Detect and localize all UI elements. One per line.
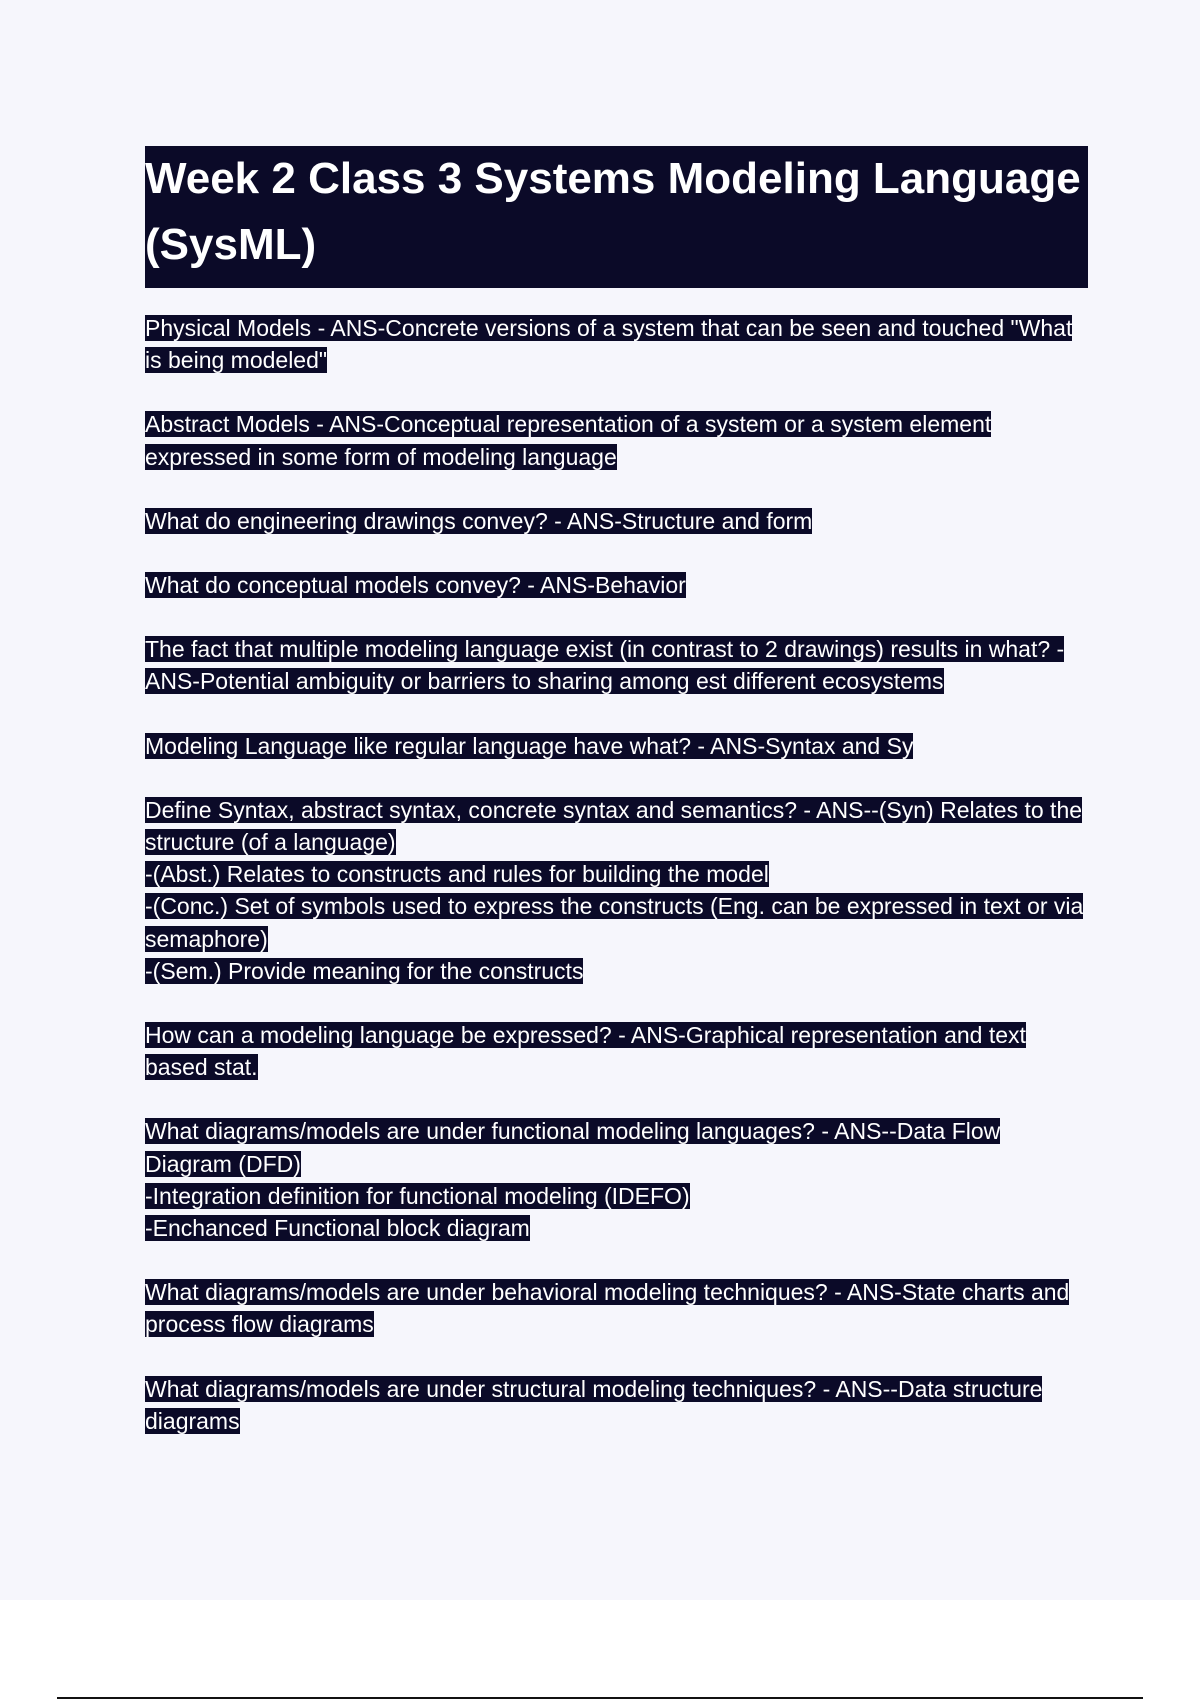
qa-list [145, 312, 1088, 1437]
qa-item [145, 1373, 1088, 1437]
qa-item [145, 505, 1088, 537]
qa-text: Modeling Language like regular language have what? - ANS-Syntax and Sy [145, 732, 914, 759]
qa-text: What diagrams/models are under behavioral modeling techniques? - ANS-State charts and process flow diagrams [145, 1279, 1070, 1338]
qa-text: What diagrams/models are under structural modeling techniques? - ANS--Data structure diagrams [145, 1375, 1043, 1434]
qa-text: Define Syntax, abstract syntax, concrete syntax and semantics? - ANS--(Syn) Relates to the structure (of a language) -(Abst.) Relates to constructs and rules for building the model -(Conc.) Set of symbols used to express the constructs (Eng. can be expressed in text or via semaphore) -(Sem.) Provide meaning for the constructs [145, 796, 1084, 984]
qa-item [145, 1115, 1088, 1244]
document-content [145, 146, 1088, 1469]
footer-divider [57, 1697, 1143, 1699]
qa-item [145, 408, 1088, 472]
qa-item [145, 633, 1088, 697]
qa-item [145, 730, 1088, 762]
qa-text: What do conceptual models convey? - ANS-Behavior [145, 572, 686, 599]
qa-item [145, 1019, 1088, 1083]
page-title: Week 2 Class 3 Systems Modeling Language (SysML) [145, 154, 1081, 269]
qa-item [145, 569, 1088, 601]
qa-text: What do engineering drawings convey? - ANS-Structure and form [145, 507, 813, 534]
qa-item [145, 794, 1088, 987]
qa-text: Abstract Models - ANS-Conceptual representation of a system or a system element expressed in some form of modeling language [145, 411, 992, 470]
qa-text: The fact that multiple modeling language exist (in contrast to 2 drawings) results in what? - ANS-Potential ambiguity or barriers to sharing among est different ecosystems [145, 636, 1065, 695]
title-block [145, 146, 1088, 288]
qa-text: How can a modeling language be expressed? - ANS-Graphical representation and text based stat. [145, 1022, 1026, 1081]
qa-item [145, 312, 1088, 376]
qa-text: Physical Models - ANS-Concrete versions of a system that can be seen and touched "What is being modeled" [145, 315, 1073, 374]
qa-item [145, 1276, 1088, 1340]
qa-text: What diagrams/models are under functional modeling languages? - ANS--Data Flow Diagram (DFD) -Integration definition for functional modeling (IDEFO) -Enchanced Functional block diagram [145, 1118, 1001, 1242]
